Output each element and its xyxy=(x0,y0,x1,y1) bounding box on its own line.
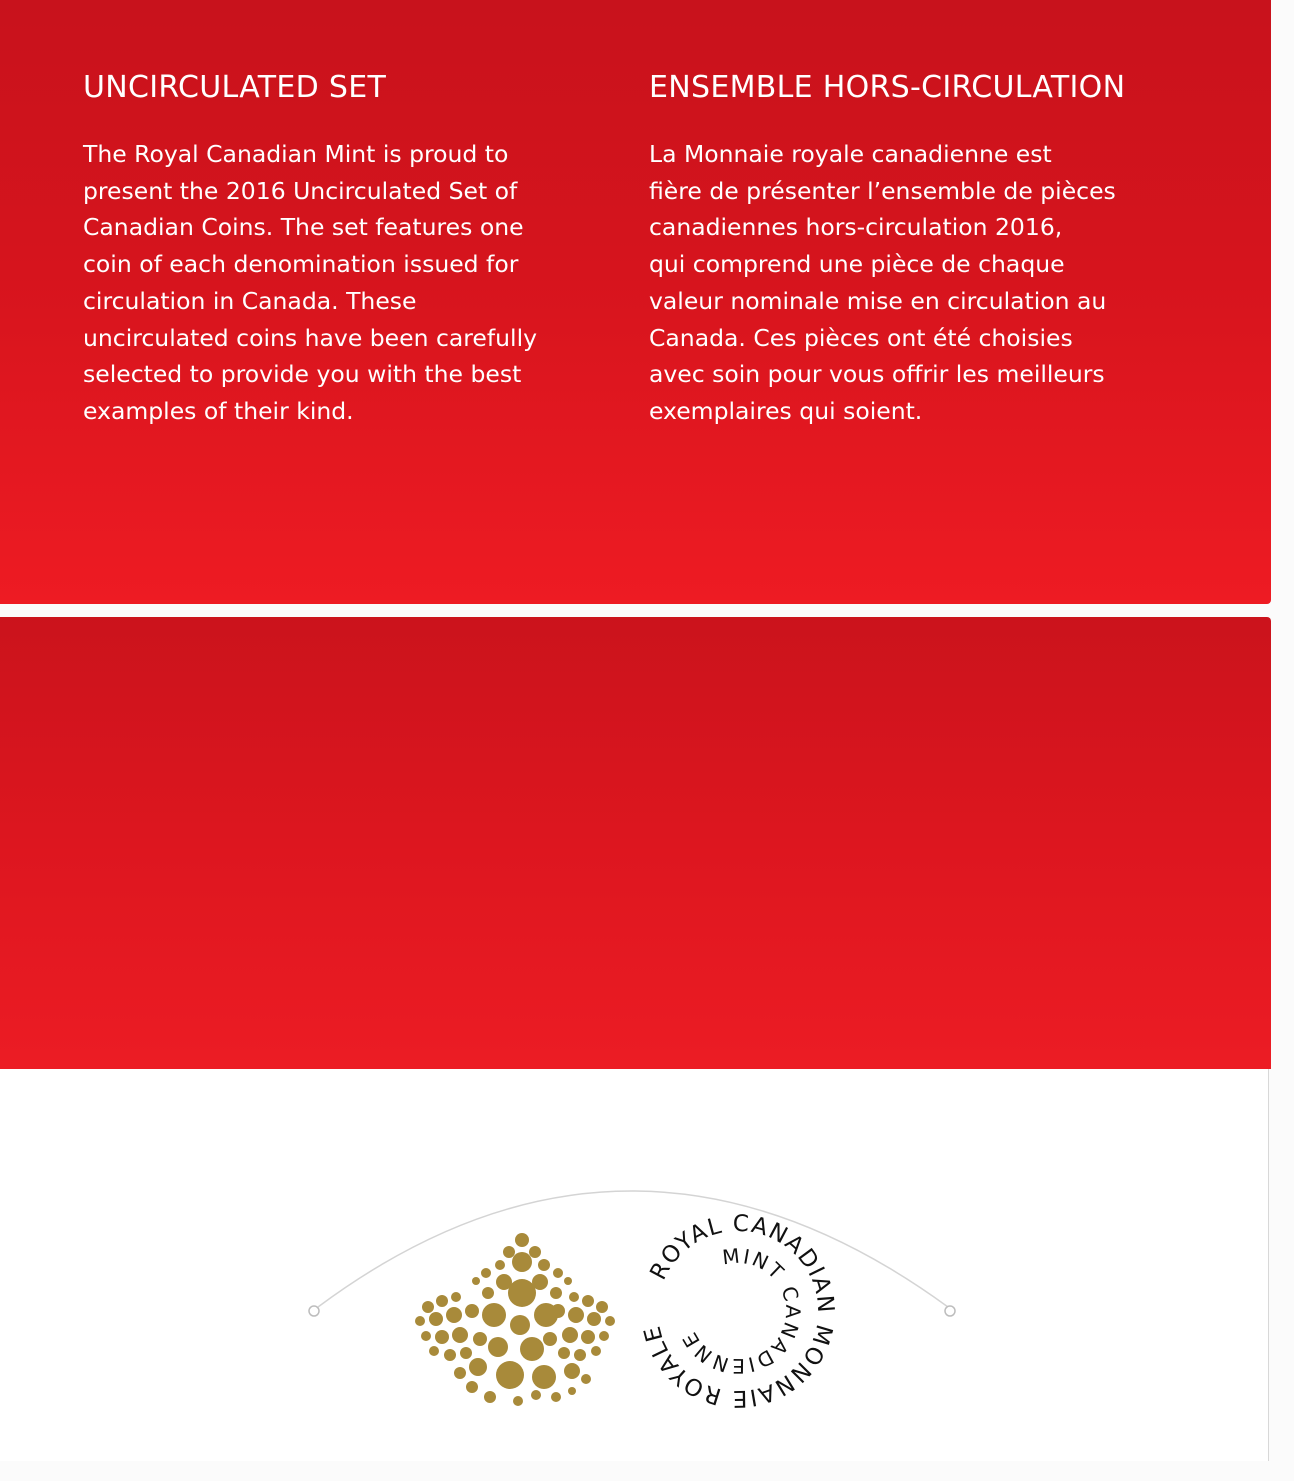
english-line: uncirculated coins have been carefully xyxy=(83,323,538,352)
french-line: Canada. Ces pièces ont été choisies xyxy=(649,323,1073,352)
english-line: The Royal Canadian Mint is proud to xyxy=(83,140,509,168)
french-line: fière de présenter l’ensemble de pièces xyxy=(649,176,1116,205)
slot-hole-right xyxy=(945,1306,955,1316)
english-heading: UNCIRCULATED SET xyxy=(83,70,387,105)
english-line: Canadian Coins. The set features one xyxy=(83,213,524,242)
english-line: circulation in Canada. These xyxy=(83,286,417,315)
english-line: selected to provide you with the best xyxy=(83,360,522,389)
die-cut-arc xyxy=(318,1191,948,1307)
wordmark-inner-ring: MINT CANADIENNE xyxy=(676,1243,806,1379)
logo-artwork xyxy=(300,1125,970,1425)
english-line: present the 2016 Uncirculated Set of xyxy=(83,176,518,205)
slot-hole-left xyxy=(309,1306,319,1316)
english-line: coin of each denomination issued for xyxy=(83,250,519,279)
english-line: examples of their kind. xyxy=(83,396,354,425)
french-line: avec soin pour vous offrir les meilleurs xyxy=(649,360,1105,389)
english-column xyxy=(83,68,623,430)
french-description xyxy=(649,136,1209,430)
french-line: La Monnaie royale canadienne est xyxy=(649,140,1052,168)
maple-leaf-dots-icon xyxy=(415,1233,615,1406)
english-description xyxy=(83,136,623,430)
french-line: qui comprend une pièce de chaque xyxy=(649,250,1065,279)
middle-red-panel xyxy=(0,617,1271,1069)
french-line: canadiennes hors-circulation 2016, xyxy=(649,213,1063,242)
french-heading: ENSEMBLE HORS-CIRCULATION xyxy=(649,70,1126,105)
mint-logo xyxy=(300,1125,970,1425)
french-line: exemplaires qui soient. xyxy=(649,396,923,425)
french-column xyxy=(649,68,1209,430)
top-red-panel xyxy=(0,0,1271,604)
french-line: valeur nominale mise en circulation au xyxy=(649,286,1107,315)
wordmark-outer-ring: ROYAL CANADIAN MONNAIE ROYALE xyxy=(639,1210,839,1412)
